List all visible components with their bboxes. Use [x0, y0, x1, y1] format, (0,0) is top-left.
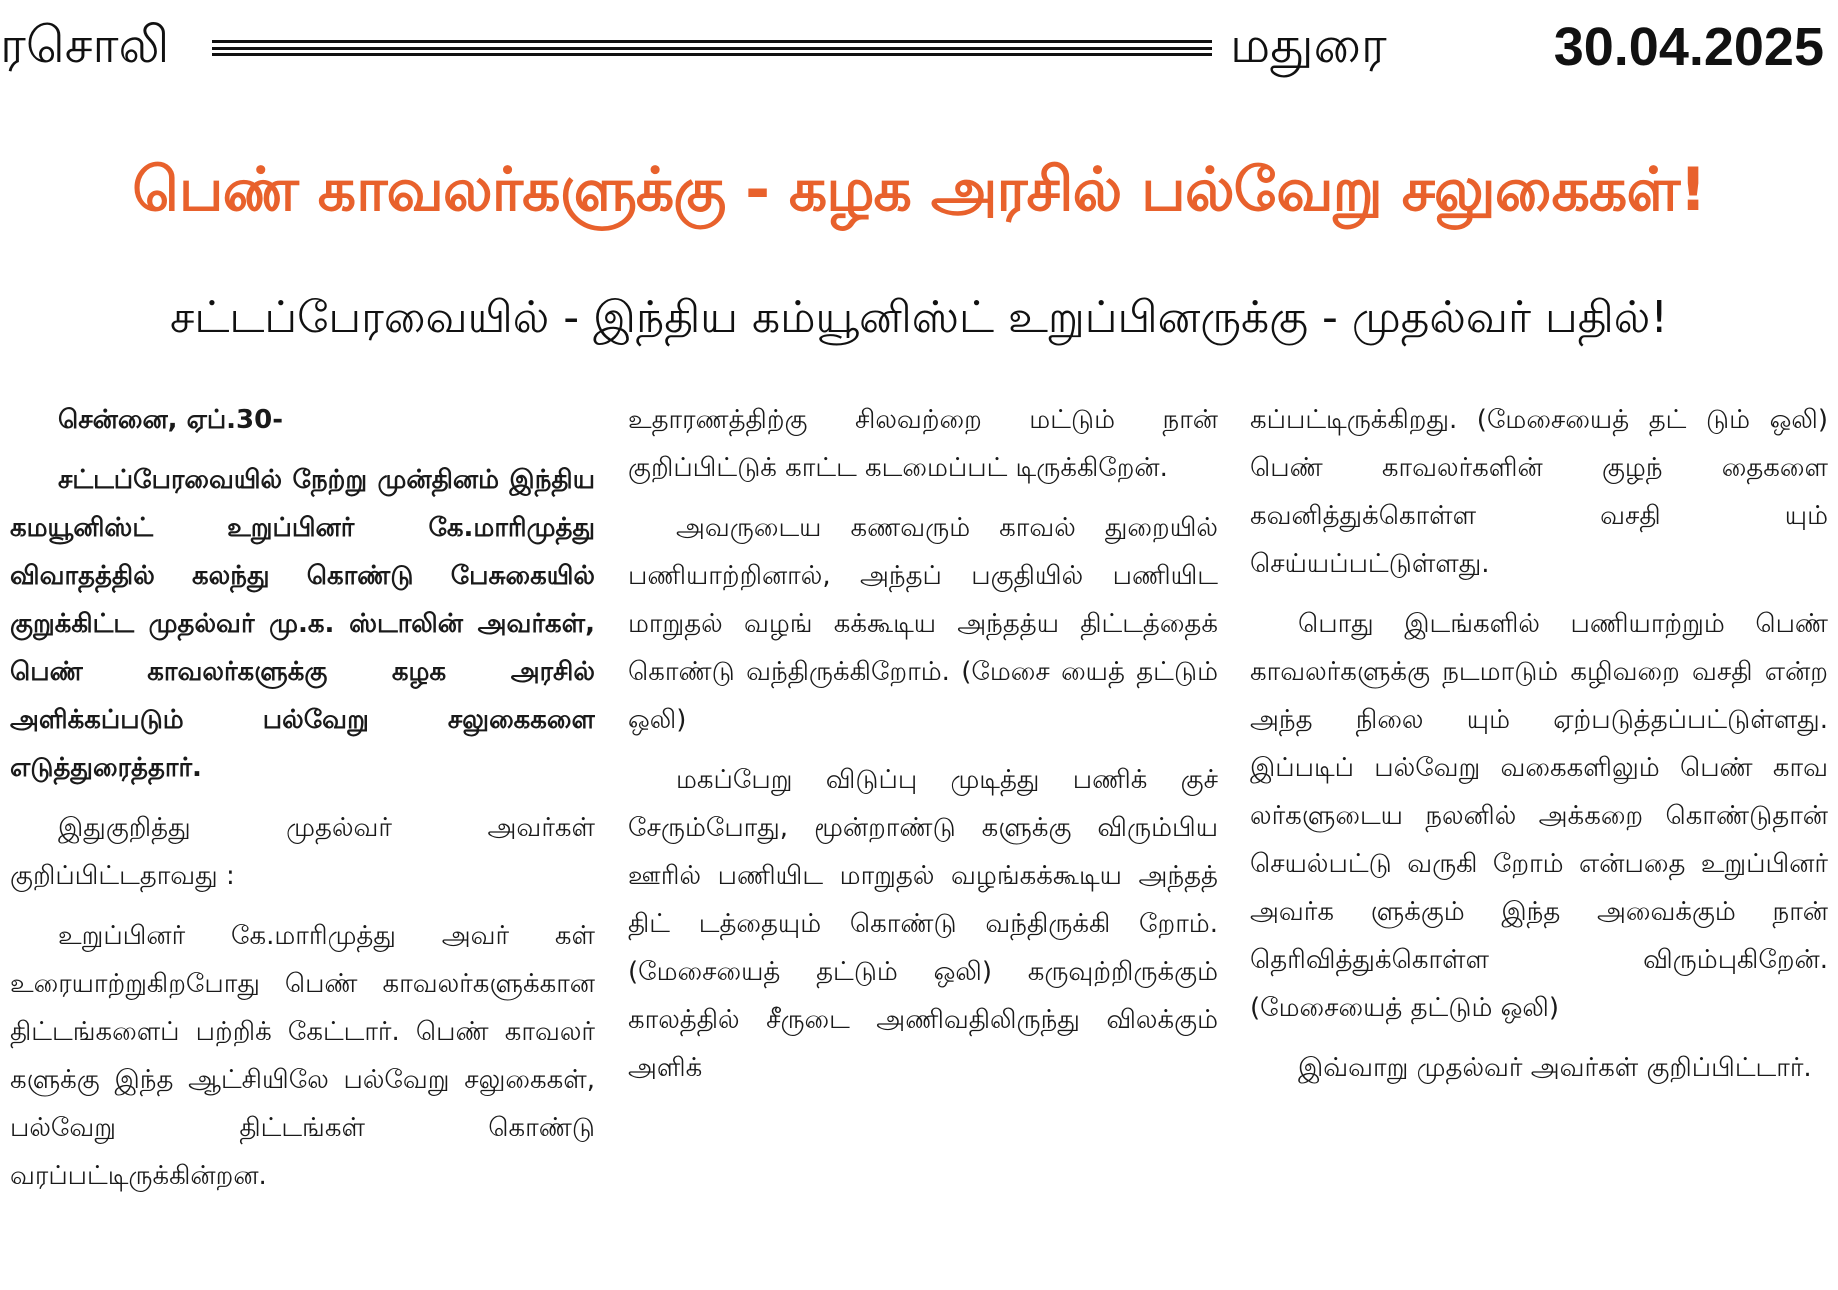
masthead [0, 0, 1838, 100]
article-paragraph: உறுப்பினர் கே.மாரிமுத்து அவர் கள் உரையாற்றுகிறபோது பெண் காவலர்களுக்கான திட்டங்களைப் பற்றிக் கேட்டார். பெண் காவலர் களுக்கு இந்த ஆட்சியிலே பல்வேறு சலுகைகள், பல்வேறு திட்டங்கள் கொண்டு வரப்பட்டிருக்கின்றன. [10, 921, 595, 1191]
rule-line [212, 53, 1212, 56]
article-paragraph: மகப்பேறு விடுப்பு முடித்து பணிக் குச் சேரும்போது, மூன்றாண்டு களுக்கு விரும்பிய ஊரில் பணியிட மாறுதல் வழங்கக்கூடிய அந்தத் திட் டத்தையும் கொண்டு வந்திருக்கி றோம். (மேசையைத் தட்டும் ஒலி) கருவுற்றிருக்கும் காலத்தில் சீருடை அணிவதிலிருந்து விலக்கும் அளிக் [628, 765, 1218, 1083]
edition-date: 30.04.2025 [1553, 17, 1824, 77]
article-paragraph: அவருடைய கணவரும் காவல் துறையில் பணியாற்றினால், அந்தப் பகுதியில் பணியிட மாறுதல் வழங் கக்கூடிய அந்தத்ய திட்டத்தைக் கொண்டு வந்திருக்கிறோம். (மேசை யைத் தட்டும் ஒலி) [628, 513, 1218, 735]
rule-line [212, 40, 1212, 43]
article-paragraph: பொது இடங்களில் பணியாற்றும் பெண் காவலர்களுக்கு நடமாடும் கழிவறை வசதி என்ற அந்த நிலை யும் ஏற்படுத்தப்பட்டுள்ளது. இப்படிப் பல்வேறு வகைகளிலும் பெண் காவ லர்களுடைய நலனில் அக்கறை கொண்டுதான் செயல்பட்டு வருகி றோம் என்பதை உறுப்பினர் அவர்க ளுக்கும் இந்த அவைக்கும் நான் தெரிவித்துக்கொள்ள விரும்புகிறேன். (மேசையைத் தட்டும் ஒலி) [1250, 609, 1828, 1023]
article-paragraph: கப்பட்டிருக்கிறது. (மேசையைத் தட் டும் ஒலி) பெண் காவலர்களின் குழந் தைகளை கவனித்துக்கொள்ள வசதி யும் செய்யப்பட்டுள்ளது. [1250, 405, 1828, 579]
article-paragraph: உதாரணத்திற்கு சிலவற்றை மட்டும் நான் குறிப்பிட்டுக் காட்ட கடமைப்பட் டிருக்கிறேன். [628, 405, 1218, 483]
newspaper-name: ரசொலி [0, 16, 170, 74]
article-subheadline: சட்டப்பேரவையில் - இந்திய கம்யூனிஸ்ட் உறுப்பினருக்கு - முதல்வர் பதில்! [170, 292, 1668, 343]
masthead-rule [212, 40, 1212, 56]
rule-line [212, 47, 1212, 50]
article-lead: சட்டப்பேரவையில் நேற்று முன்தினம் இந்திய கமயூனிஸ்ட் உறுப்பினர் கே.மாரிமுத்து விவாதத்தில் கலந்து கொண்டு பேசுகையில் குறுக்கிட்ட முதல்வர் மு.க. ஸ்டாலின் அவர்கள், பெண் காவலர்களுக்கு கழக அரசில் அளிக்கப்படும் பல்வேறு சலுகைகளை எடுத்துரைத்தார். [10, 465, 595, 783]
edition-city: மதுரை [1230, 16, 1387, 74]
article-column-2 [628, 396, 1218, 1290]
article-column-3 [1250, 396, 1828, 1290]
article-paragraph: இவ்வாறு முதல்வர் அவர்கள் குறிப்பிட்டார். [1298, 1053, 1812, 1083]
article-headline: பெண் காவலர்களுக்கு - கழக அரசில் பல்வேறு சலுகைகள்! [132, 155, 1706, 225]
article-dateline: சென்னை, ஏப்.30- [58, 405, 284, 435]
article-paragraph: இதுகுறித்து முதல்வர் அவர்கள் குறிப்பிட்டதாவது : [10, 813, 595, 891]
article-column-1 [10, 396, 595, 1290]
